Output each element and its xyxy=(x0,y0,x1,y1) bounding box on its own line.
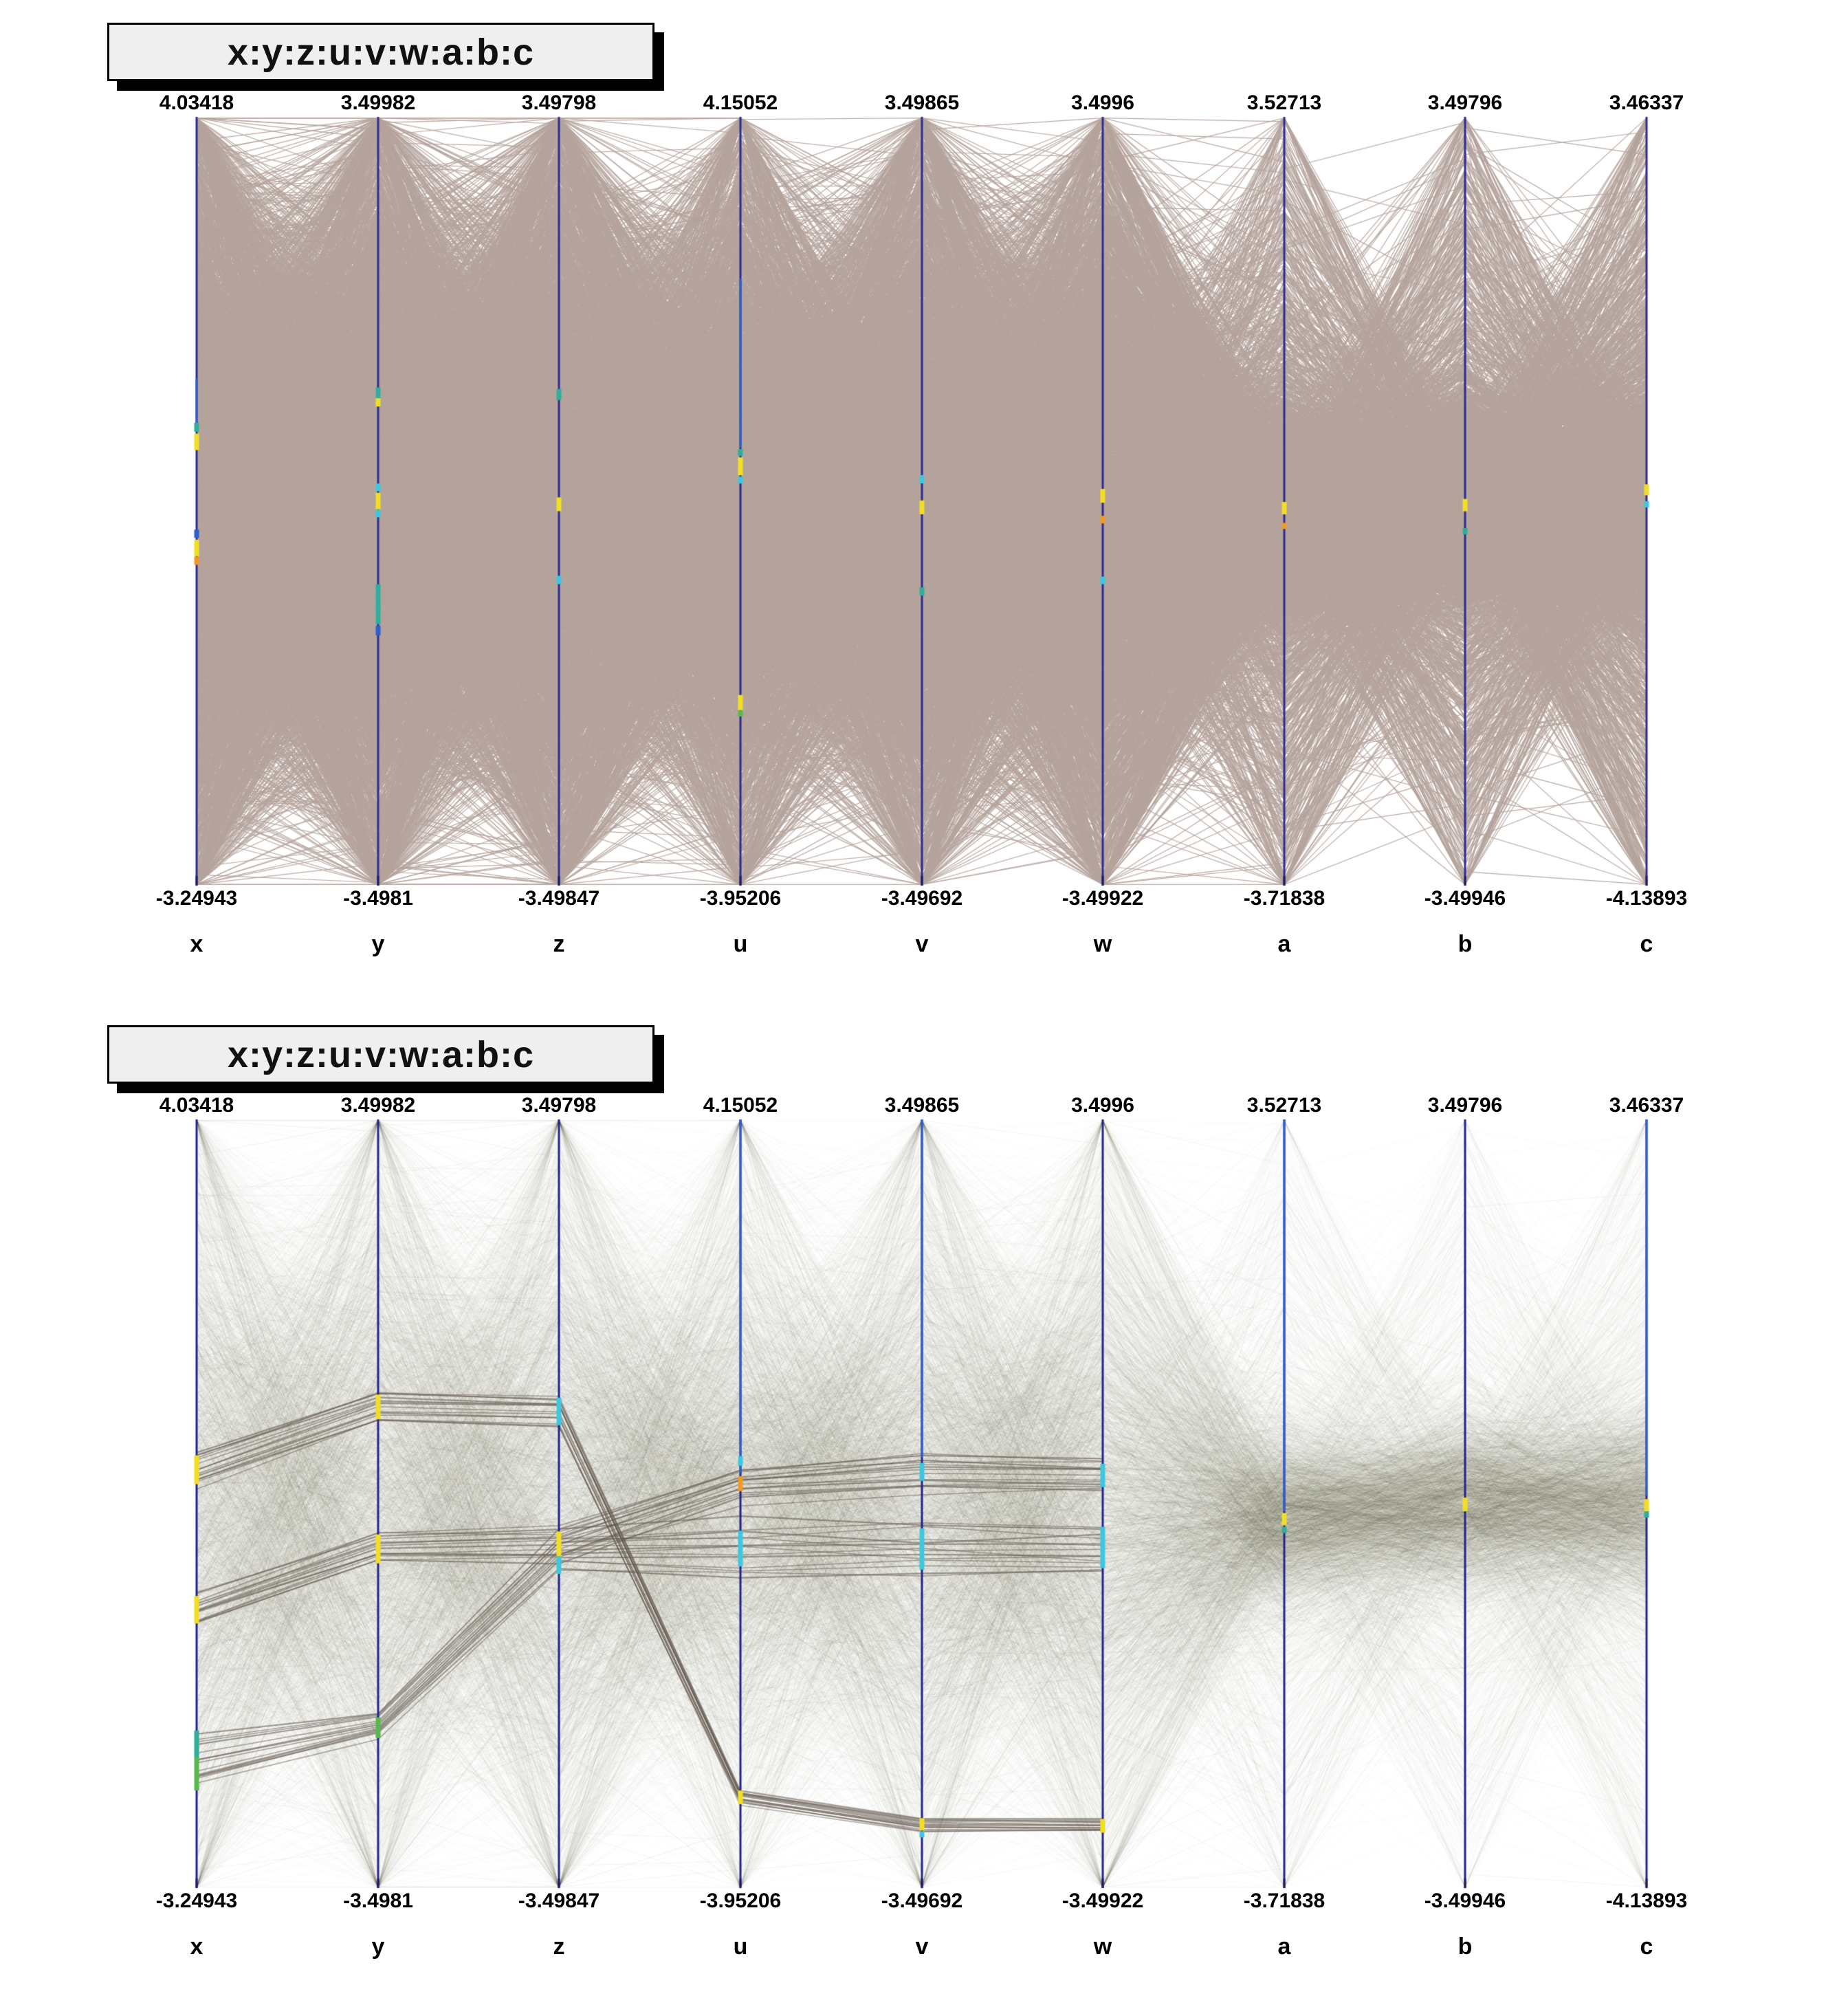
axis-max-label: 3.52713 xyxy=(1246,91,1322,114)
axis-max-label: 3.49798 xyxy=(521,91,597,114)
plot1-title: x:y:z:u:v:w:a:b:c xyxy=(228,31,534,73)
axis-name-label: z xyxy=(553,931,565,957)
axis-min-label: -3.4981 xyxy=(343,1889,413,1912)
axis-name-label: v xyxy=(915,1933,929,1960)
axis-min-label: -3.49692 xyxy=(881,1889,963,1912)
axis-max-label: 3.49865 xyxy=(884,91,960,114)
axis-name-label: y xyxy=(371,1933,385,1960)
axis-min-label: -3.49692 xyxy=(881,887,963,910)
axis-max-label: 3.4996 xyxy=(1071,1094,1134,1117)
axis-min-label: -3.49946 xyxy=(1424,887,1506,910)
axis-max-label: 4.03418 xyxy=(159,1094,234,1117)
plot2-title: x:y:z:u:v:w:a:b:c xyxy=(228,1033,534,1075)
axis-min-label: -3.71838 xyxy=(1243,1889,1326,1912)
axis-name-label: x xyxy=(190,1933,204,1960)
axis-min-label: -3.95206 xyxy=(699,1889,782,1912)
axis-max-label: 4.15052 xyxy=(703,91,778,114)
axis-min-label: -3.95206 xyxy=(699,887,782,910)
axis-min-label: -3.49922 xyxy=(1062,887,1144,910)
axis-name-label: a xyxy=(1277,931,1291,957)
axis-name-label: b xyxy=(1458,1933,1473,1960)
axis-max-label: 3.46337 xyxy=(1609,91,1684,114)
axis-name-label: x xyxy=(190,931,204,957)
axis-name-label: u xyxy=(733,931,748,957)
axis-max-label: 4.03418 xyxy=(159,91,234,114)
axis-max-label: 3.52713 xyxy=(1246,1094,1322,1117)
axis-min-label: -3.24943 xyxy=(155,1889,238,1912)
axis-min-label: -3.49922 xyxy=(1062,1889,1144,1912)
axis-name-label: b xyxy=(1458,931,1473,957)
axis-max-label: 3.49798 xyxy=(521,1094,597,1117)
axis-max-label: 3.49796 xyxy=(1427,1094,1503,1117)
axis-max-label: 3.49982 xyxy=(340,1094,416,1117)
axis-name-label: z xyxy=(553,1933,565,1960)
axis-name-label: y xyxy=(371,931,385,957)
axis-name-label: v xyxy=(915,931,929,957)
axis-name-label: a xyxy=(1277,1933,1291,1960)
plot2-title-box[interactable] xyxy=(107,1025,654,1084)
axis-name-label: c xyxy=(1640,1933,1653,1960)
axis-max-label: 3.49982 xyxy=(340,91,416,114)
axis-max-label: 4.15052 xyxy=(703,1094,778,1117)
axis-name-label: w xyxy=(1093,1933,1112,1960)
axis-name-label: u xyxy=(733,1933,748,1960)
axis-min-label: -3.71838 xyxy=(1243,887,1326,910)
axis-max-label: 3.4996 xyxy=(1071,91,1134,114)
axis-max-label: 3.49796 xyxy=(1427,91,1503,114)
axis-min-label: -3.49946 xyxy=(1424,1889,1506,1912)
axis-min-label: -4.13893 xyxy=(1605,887,1688,910)
axis-min-label: -3.4981 xyxy=(343,887,413,910)
axis-min-label: -3.49847 xyxy=(518,887,600,910)
axis-min-label: -3.24943 xyxy=(155,887,238,910)
axis-name-label: c xyxy=(1640,931,1653,957)
plot1-title-box[interactable] xyxy=(107,23,654,81)
axis-min-label: -3.49847 xyxy=(518,1889,600,1912)
axis-max-label: 3.49865 xyxy=(884,1094,960,1117)
axis-max-label: 3.46337 xyxy=(1609,1094,1684,1117)
axis-name-label: w xyxy=(1093,931,1112,957)
axis-min-label: -4.13893 xyxy=(1605,1889,1688,1912)
